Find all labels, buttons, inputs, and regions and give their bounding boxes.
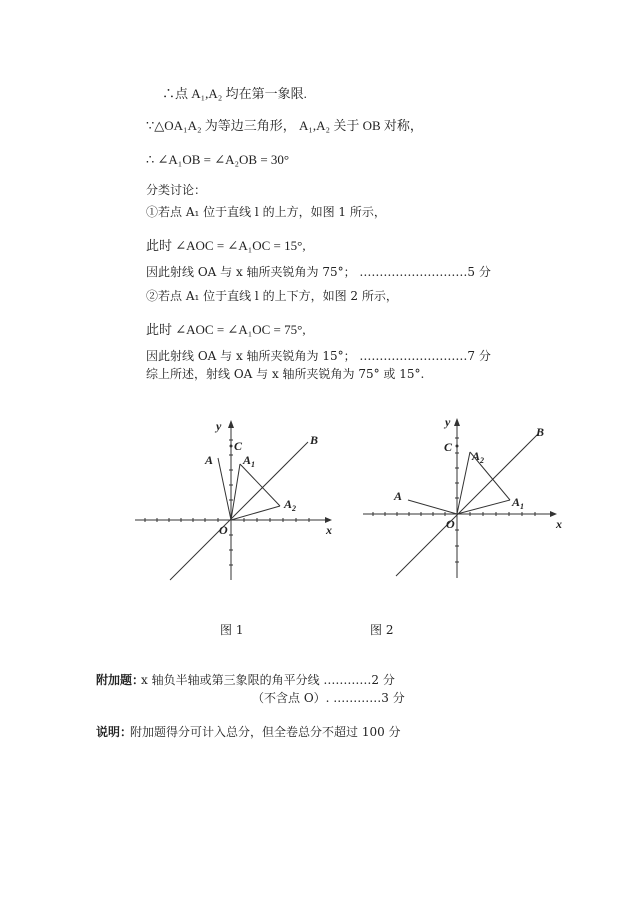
line-conclusion-quadrant: ∴点 A₁,A₂ 均在第一象限. bbox=[162, 86, 307, 101]
fig1-label-a1: $A_1$ bbox=[243, 453, 256, 469]
note-label: 说明： bbox=[96, 725, 133, 739]
fig1-ray-oa bbox=[218, 458, 231, 520]
figure-2-caption: 图 2 bbox=[370, 623, 394, 637]
fig2-label-a1: $A_1$ bbox=[512, 495, 525, 511]
fig2-label-a2: $A_2$ bbox=[472, 449, 485, 465]
fig2-label-c: C bbox=[444, 440, 453, 454]
fig2-label-b: B bbox=[536, 425, 545, 439]
line-equilateral-triangle: ∵△OA₁A₂ 为等边三角形， A₁,A₂ 关于 OB 对称， bbox=[146, 118, 423, 133]
line-angle-75: 此时 ∠AOC = ∠A₁OC = 75°, bbox=[146, 322, 306, 337]
figure-2 bbox=[358, 408, 568, 588]
line-case-2: ②若点 A₁ 位于直线 l 的上下方，如图 2 所示， bbox=[146, 289, 398, 303]
fig1-label-a: A bbox=[205, 453, 214, 467]
fig2-label-y: y bbox=[445, 415, 451, 429]
fig1-label-y: y bbox=[216, 419, 222, 433]
line-angle-30: ∴ ∠A₁OB = ∠A₂OB = 30° bbox=[146, 152, 290, 167]
note-text: 附加题得分可计入总分，但全卷总分不超过 100 分 bbox=[130, 725, 401, 739]
fig2-point-c bbox=[456, 445, 459, 448]
fig1-side-a1a2 bbox=[240, 464, 280, 506]
fig1-y-arrow bbox=[228, 420, 234, 428]
line-summary: 综上所述，射线 OA 与 x 轴所夹锐角为 75° 或 15°. bbox=[146, 367, 425, 381]
line-case-1: ①若点 A₁ 位于直线 l 的上方，如图 1 所示， bbox=[146, 205, 386, 219]
line-result-75: 因此射线 OA 与 x 轴所夹锐角为 75°； ………………………5 分 bbox=[146, 265, 491, 279]
fig1-ray-oa2 bbox=[231, 506, 280, 520]
figure-1 bbox=[130, 410, 340, 590]
fig1-label-c: C bbox=[234, 439, 243, 453]
fig1-label-a2: $A_2$ bbox=[284, 497, 297, 513]
fig2-label-x: x bbox=[556, 517, 562, 531]
fig1-line-b bbox=[170, 442, 308, 580]
fig1-label-o: O bbox=[219, 523, 228, 537]
line-case-discussion: 分类讨论： bbox=[146, 183, 207, 197]
line-result-15: 因此射线 OA 与 x 轴所夹锐角为 15°； ………………………7 分 bbox=[146, 349, 491, 363]
extra-question-note: （不含点 O）. …………3 分 bbox=[252, 691, 405, 705]
line-angle-15: 此时 ∠AOC = ∠A₁OC = 15°, bbox=[146, 238, 306, 253]
fig2-ray-oa bbox=[408, 500, 457, 514]
figure-1-caption: 图 1 bbox=[220, 623, 244, 637]
extra-question-answer: x 轴负半轴或第三象限的角平分线 …………2 分 bbox=[141, 673, 395, 687]
fig1-label-b: B bbox=[310, 433, 319, 447]
fig1-label-x: x bbox=[326, 523, 332, 537]
fig1-point-c bbox=[230, 445, 233, 448]
fig2-label-o: O bbox=[446, 517, 455, 531]
extra-question-label: 附加题： bbox=[96, 673, 145, 687]
fig2-label-a: A bbox=[394, 489, 403, 503]
fig2-y-arrow bbox=[454, 418, 460, 426]
